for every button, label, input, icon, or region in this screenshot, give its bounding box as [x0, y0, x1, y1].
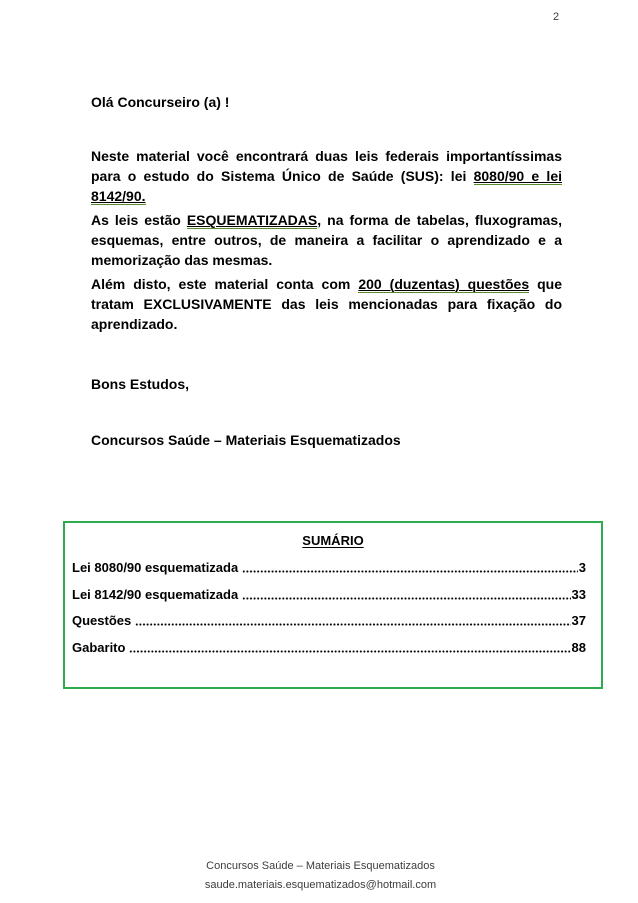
paragraph-text: , na forma de tabelas, fluxogramas, esquemas, entre outros, de maneira a facilitar o aprendizado e a memorização das mesmas.: [91, 212, 562, 268]
paragraph-text: que tratam EXCLUSIVAMENTE das leis mencionadas para fixação do aprendizado.: [91, 276, 562, 332]
greeting: Olá Concurseiro (a) !: [91, 94, 230, 110]
underlined-highlight: 200 (duzentas) questões: [358, 276, 530, 292]
toc-label: Questões: [72, 613, 132, 629]
toc-label: Lei 8080/90 esquematizada: [72, 560, 239, 575]
dot-leader: [135, 612, 570, 630]
toc-entry-lei-8080: [72, 559, 586, 577]
toc-page-number: 88: [571, 640, 586, 656]
intro-body: [91, 146, 562, 338]
footer-title: Concursos Saúde – Materiais Esquematizados: [206, 860, 435, 872]
footer: [3, 857, 638, 895]
paragraph-text: As leis estão: [91, 212, 187, 228]
dot-leader: [242, 559, 578, 577]
toc-page-number: 37: [571, 613, 586, 629]
summary-box: [63, 521, 603, 689]
intro-paragraph-2: [91, 210, 562, 270]
summary-title: SUMÁRIO: [302, 533, 364, 548]
intro-paragraph-1: [91, 146, 562, 206]
underlined-highlight: 8080/90 e lei 8142/90.: [91, 168, 562, 204]
toc-label: Gabarito: [72, 640, 126, 656]
toc-entry-lei-8142: [72, 586, 586, 604]
toc-entry-questoes: [72, 612, 586, 630]
footer-email: saude.materiais.esquematizados@hotmail.com: [204, 879, 437, 891]
dot-leader: [129, 639, 570, 657]
underlined-highlight: ESQUEMATIZADAS: [186, 212, 318, 228]
toc-page-number: 3: [578, 560, 586, 575]
toc-label: Lei 8142/90 esquematizada: [72, 586, 239, 602]
toc-entry-gabarito: [72, 639, 586, 657]
page-number: 2: [553, 11, 560, 23]
toc-page-number: 33: [571, 586, 586, 602]
closing-text: Bons Estudos,: [91, 376, 190, 392]
paragraph-text: Neste material você encontrará duas leis federais importantíssimas para o estudo do Sistema Único de Saúde (SUS): lei: [91, 148, 562, 184]
dot-leader: [242, 586, 570, 604]
intro-paragraph-3: [91, 274, 562, 334]
signature: Concursos Saúde – Materiais Esquematizados: [91, 432, 401, 448]
paragraph-text: Além disto, este material conta com: [91, 276, 359, 292]
